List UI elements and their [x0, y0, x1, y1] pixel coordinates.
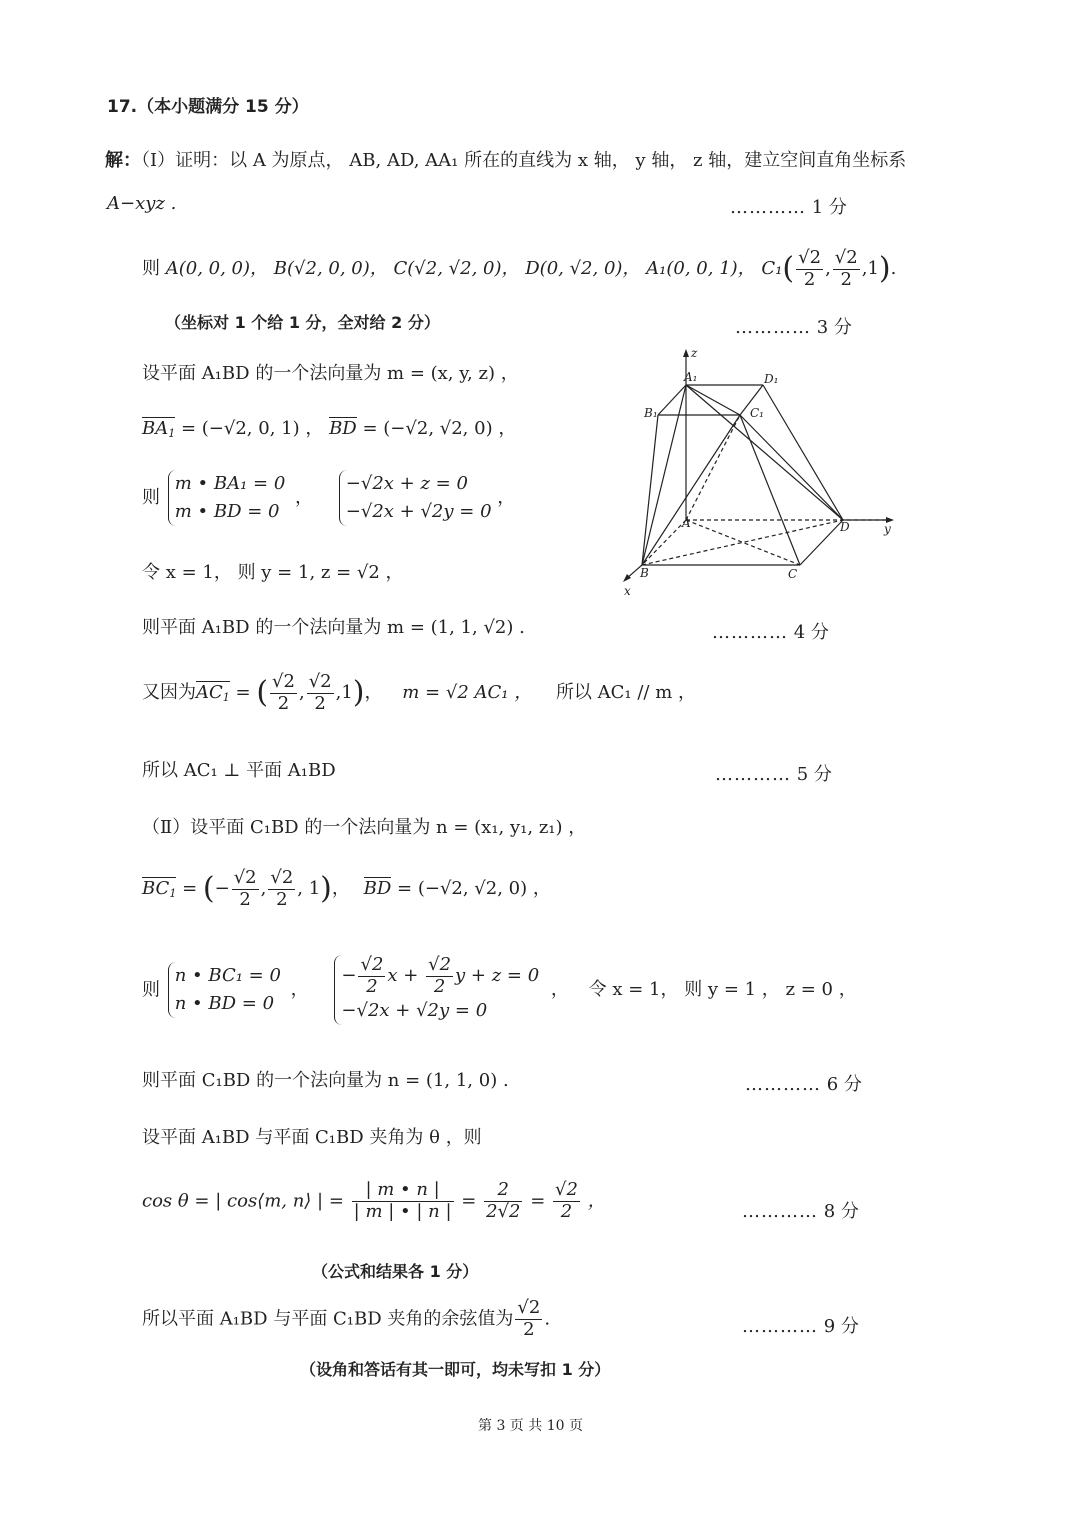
score-6: ………… 6 分 — [745, 1074, 862, 1095]
label-x: x — [624, 584, 631, 598]
label-y: y — [884, 522, 891, 536]
page-footer: 第 3 页 共 10 页 — [478, 1418, 583, 1434]
frac-sqrt2-over-2: $\frac{√2}{2}$ — [517, 1297, 541, 1340]
eq-linear-1: −√2x + z = 0 — [345, 473, 468, 494]
then-label: 则 — [142, 258, 160, 280]
eq-linear-4: −√2x + √2y = 0 — [341, 1000, 488, 1022]
vec-BA1-label: $BA_1$ — [142, 418, 176, 440]
cos-formula: cos θ = | cos⟨m, n⟩ | = $\frac{| m • n |}{| m | • | n |}$ = $\frac{2}{2√2}$ = $\frac{√2}{2}$ ， — [142, 1179, 606, 1222]
vec-BD-label: BD — [363, 878, 392, 900]
label-D1: D₁ — [764, 372, 779, 386]
linear-system-2 — [334, 955, 539, 1025]
eq-n-BD: n • BD = 0 — [174, 993, 275, 1015]
label-B: B — [640, 566, 649, 580]
solution-label: 解： — [105, 150, 141, 171]
note-formula: （公式和结果各 1 分） — [312, 1262, 479, 1281]
eq-n-BC1: n • BC₁ = 0 — [174, 965, 281, 987]
conclusion-line: 所以平面 A₁BD 与平面 C₁BD 夹角的余弦值为 $\frac{√2}{2}$ . — [142, 1297, 551, 1340]
coord-system: A−xyz . — [107, 193, 177, 214]
vectors-line-2: $BC_1$ = (− $\frac{√2}{2}$ , $\frac{√2}{2}$ , 1)， BD = (−√2, √2, 0) ， — [142, 867, 551, 910]
vec-BD-value: = (−√2, √2, 0) ， — [397, 878, 551, 900]
coords-line: 则 A(0, 0, 0)， B(√2, 0, 0)， C(√2, √2, 0)， D(0, √2, 0)， A₁(0, 0, 1)， C₁( $\frac{√2}{2}$ , $\frac{√2}{2}$ ,1). — [142, 247, 897, 290]
then-label: 则 — [142, 487, 160, 509]
coord-C: C(√2, √2, 0)， — [393, 258, 520, 280]
score-5: ………… 5 分 — [715, 764, 832, 785]
frac-sqrt2-over-2: $\frac{√2}{2}$ — [555, 1179, 578, 1222]
linear-system-1 — [339, 470, 492, 526]
eq-linear-2: −√2x + √2y = 0 — [345, 500, 492, 522]
let-line-1: 令 x = 1， 则 y = 1, z = √2 ， — [142, 562, 404, 583]
vec-BD-label: BD — [329, 418, 357, 439]
prism-figure — [618, 345, 908, 600]
segment-A1D — [686, 385, 843, 520]
coord-A1: A₁(0, 0, 1)， — [646, 258, 756, 280]
frac-sqrt2-over-2: $\frac{√2}{2}$ — [834, 247, 858, 290]
coord-C1: C₁ — [761, 258, 783, 280]
segment-A1C1 — [686, 385, 740, 415]
dot-product-system-2 — [168, 962, 281, 1018]
normal-result-2: 则平面 C₁BD 的一个法向量为 n = (1, 1, 0) . — [142, 1070, 509, 1091]
segment-AC1 — [686, 415, 740, 520]
label-C1: C₁ — [750, 406, 764, 420]
label-z: z — [691, 346, 698, 360]
vec-BA1-value: = (−√2, 0, 1) ， — [180, 418, 324, 439]
eq-m-BA1: m • BA₁ = 0 — [174, 473, 286, 494]
normal-setup-1: 设平面 A₁BD 的一个法向量为 m = (x, y, z) ， — [142, 363, 519, 384]
coord-B: B(√2, 0, 0)， — [273, 258, 388, 280]
intro-line — [105, 150, 906, 172]
label-A1: A₁ — [684, 370, 698, 384]
score-4: ………… 4 分 — [712, 622, 829, 643]
perp-line: 所以 AC₁ ⊥ 平面 A₁BD — [142, 760, 336, 781]
frac-sqrt2-over-2: $\frac{√2}{2}$ — [270, 867, 294, 910]
x-axis-hidden — [642, 520, 686, 565]
angle-setup: 设平面 A₁BD 与平面 C₁BD 夹角为 θ ，则 — [142, 1127, 482, 1148]
z-arrow-icon — [683, 349, 689, 357]
label-B1: B₁ — [644, 406, 658, 420]
system-2: 则 n • BC₁ = 0 n • BD = 0 ， − $\frac{√2}{2}$ x + $\frac{√2}{2}$ y + z = 0 −√2x + √2y = 0 ， 令 x = 1， 则 y = 1 ， z = 0 ， — [142, 955, 857, 1025]
dot-product-system — [168, 470, 286, 526]
note-coords: （坐标对 1 个给 1 分，全对给 2 分） — [165, 313, 440, 332]
label-D: D — [840, 520, 850, 534]
vectors-line-1 — [142, 418, 516, 440]
parallel-line: 所以 AC₁ // m ， — [555, 682, 697, 704]
coord-A: A(0, 0, 0)， — [165, 258, 269, 280]
frac-sqrt2-over-2: $\frac{√2}{2}$ — [272, 671, 295, 714]
segment-BD — [642, 520, 843, 565]
score-9: ………… 9 分 — [742, 1316, 859, 1337]
because-label: 又因为 — [142, 682, 196, 704]
label-C: C — [788, 567, 798, 581]
edge-CD — [800, 520, 843, 565]
score-3: ………… 3 分 — [735, 317, 852, 338]
problem-title: 17.（本小题满分 15 分） — [107, 97, 309, 117]
eq-linear-3: − $\frac{√2}{2}$ x + $\frac{√2}{2}$ y + z = 0 — [341, 954, 540, 997]
segment-AC-hidden — [686, 520, 800, 565]
frac-dot-over-norms: $\frac{| m • n |}{| m | • | n |}$ — [353, 1179, 452, 1222]
m-equals-ac1: m = √2 AC₁ ， — [402, 682, 533, 704]
eq-m-BD: m • BD = 0 — [174, 500, 280, 522]
normal-result-1: 则平面 A₁BD 的一个法向量为 m = (1, 1, √2) . — [142, 617, 525, 638]
score-8: ………… 8 分 — [742, 1201, 859, 1222]
frac-2-over-2sqrt2: $\frac{2}{2√2}$ — [486, 1179, 521, 1222]
label-A: A — [682, 516, 691, 530]
edge-B1B — [642, 415, 658, 565]
then-label: 则 — [142, 979, 160, 1001]
ac1-line: 又因为$AC_1$ = ( $\frac{√2}{2}$ , $\frac{√2}{2}$ ,1)， m = √2 AC₁ ， 所以 AC₁ // m ， — [142, 671, 697, 714]
frac-sqrt2-over-2: $\frac{√2}{2}$ — [798, 247, 822, 290]
vec-BC1-label: $BC_1$ — [142, 878, 177, 901]
vec-AC1-label: $AC_1$ — [196, 682, 230, 705]
normal-setup-2: （Ⅱ）设平面 C₁BD 的一个法向量为 n = (x₁, y₁, z₁) ， — [142, 817, 587, 838]
frac-sqrt2-over-2: $\frac{√2}{2}$ — [308, 671, 332, 714]
note-final: （设角和答话有其一即可，均未写扣 1 分） — [300, 1360, 611, 1379]
score-1: ………… 1 分 — [730, 197, 847, 218]
let-line-2: 令 x = 1， 则 y = 1 ， z = 0 ， — [588, 979, 857, 1001]
coord-D: D(0, √2, 0)， — [525, 258, 641, 280]
vec-BD-value: = (−√2, √2, 0) ， — [362, 418, 517, 439]
edge-D1D — [763, 385, 843, 520]
conclusion-text: 所以平面 A₁BD 与平面 C₁BD 夹角的余弦值为 — [142, 1308, 514, 1330]
intro-text: （Ⅰ）证明：以 A 为原点， AB, AD, AA₁ 所在的直线为 x 轴， y 轴， z 轴，建立空间直角坐标系 — [141, 150, 907, 171]
system-1: 则 m • BA₁ = 0 m • BD = 0 ， −√2x + z = 0 −√2x + √2y = 0 ， — [142, 470, 515, 526]
edge-C1C — [740, 415, 800, 565]
segment-C1D — [740, 415, 843, 520]
frac-sqrt2-over-2: $\frac{√2}{2}$ — [233, 867, 257, 910]
segment-C1B — [642, 415, 740, 565]
